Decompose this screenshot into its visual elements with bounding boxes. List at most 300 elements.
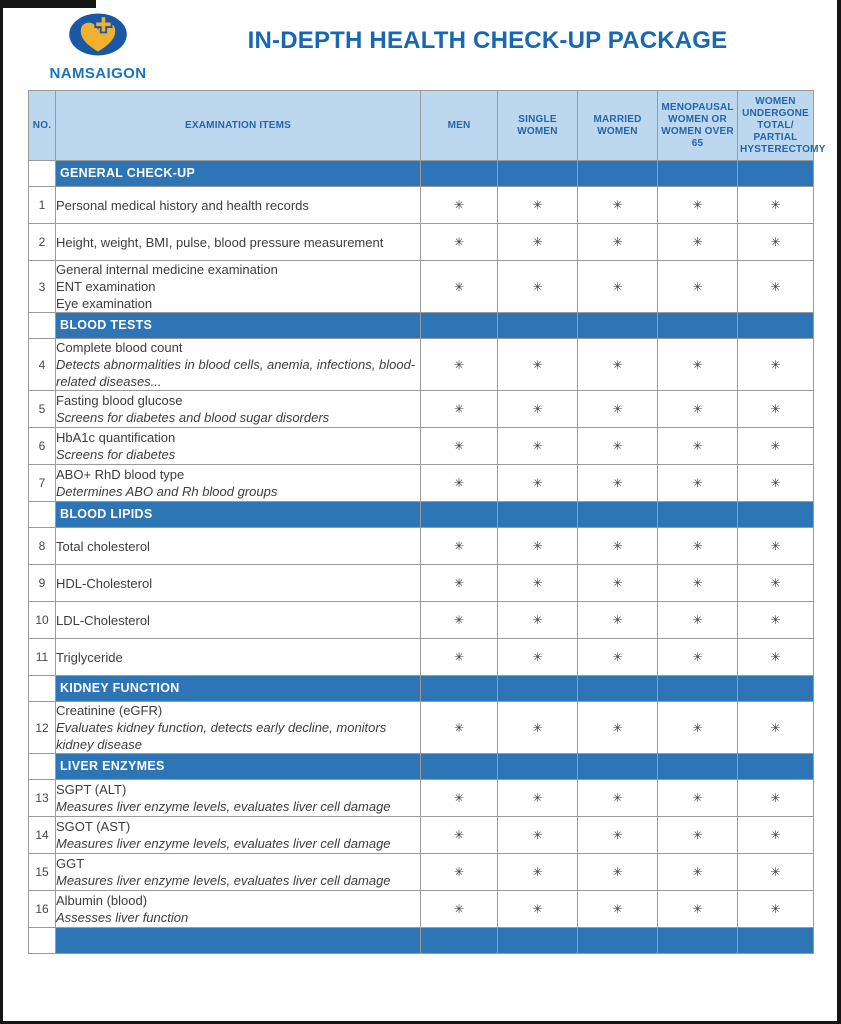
included-asterisk-icon: ✳ — [612, 828, 623, 842]
mark-cell — [578, 639, 658, 676]
item-title-line: ENT examination — [56, 279, 156, 294]
mark-cell — [658, 817, 738, 854]
examination-item — [56, 891, 421, 928]
column-header-married-women: MARRIED WOMEN — [578, 91, 658, 161]
section-cell — [578, 313, 658, 339]
section-cell — [56, 676, 421, 702]
mark-cell — [421, 261, 498, 313]
section-no-cell — [29, 313, 56, 339]
mark-cell — [578, 428, 658, 465]
item-title-line: HDL-Cholesterol — [56, 575, 153, 591]
item-row — [29, 187, 814, 224]
included-asterisk-icon: ✳ — [612, 539, 623, 553]
section-cell — [578, 754, 658, 780]
included-asterisk-icon: ✳ — [453, 791, 465, 805]
included-asterisk-icon: ✳ — [453, 613, 465, 627]
section-row — [29, 676, 814, 702]
section-cell — [658, 161, 738, 187]
mark-cell — [738, 565, 814, 602]
included-asterisk-icon: ✳ — [692, 235, 703, 249]
mark-cell — [498, 528, 578, 565]
item-description: Detects abnormalities in blood cells, anemia, infections, blood-related diseases... — [56, 357, 416, 389]
mark-cell — [658, 565, 738, 602]
section-cell — [421, 502, 498, 528]
mark-cell — [738, 639, 814, 676]
mark-cell — [738, 224, 814, 261]
item-title-line: LDL-Cholesterol — [56, 612, 150, 628]
included-asterisk-icon: ✳ — [612, 439, 623, 453]
mark-cell — [421, 428, 498, 465]
mark-cell — [578, 391, 658, 428]
included-asterisk-icon: ✳ — [770, 865, 781, 879]
item-row — [29, 391, 814, 428]
row-number: 15 — [29, 854, 56, 891]
mark-cell — [658, 224, 738, 261]
included-asterisk-icon: ✳ — [453, 439, 465, 453]
section-cell — [498, 161, 578, 187]
section-cell — [421, 928, 498, 954]
included-asterisk-icon: ✳ — [453, 902, 465, 916]
section-cell — [56, 502, 421, 528]
included-asterisk-icon: ✳ — [692, 613, 703, 627]
included-asterisk-icon: ✳ — [453, 539, 465, 553]
included-asterisk-icon: ✳ — [692, 865, 703, 879]
mark-cell — [421, 854, 498, 891]
examination-item — [56, 428, 421, 465]
mark-cell — [578, 261, 658, 313]
item-title-line: GGT — [56, 856, 85, 871]
brand-name: NAMSAIGON — [49, 65, 147, 82]
examination-item — [56, 261, 421, 313]
included-asterisk-icon: ✳ — [532, 279, 543, 294]
examination-item — [56, 602, 421, 639]
mark-cell — [738, 187, 814, 224]
examination-item — [56, 854, 421, 891]
included-asterisk-icon: ✳ — [612, 476, 623, 490]
mark-cell — [421, 339, 498, 391]
mark-cell — [498, 602, 578, 639]
section-label: LIVER ENZYMES — [60, 759, 165, 773]
mark-cell — [578, 702, 658, 754]
included-asterisk-icon: ✳ — [692, 720, 703, 735]
mark-cell — [738, 339, 814, 391]
mark-cell — [658, 261, 738, 313]
mark-cell — [738, 602, 814, 639]
item-description: Screens for diabetes and blood sugar disorders — [56, 410, 330, 425]
item-title-line: ABO+ RhD blood type — [56, 467, 185, 482]
section-cell — [738, 502, 814, 528]
mark-cell — [498, 261, 578, 313]
examination-item — [56, 528, 421, 565]
included-asterisk-icon: ✳ — [532, 650, 543, 664]
section-cell — [578, 161, 658, 187]
mark-cell — [498, 780, 578, 817]
table-body — [29, 161, 814, 954]
included-asterisk-icon: ✳ — [532, 720, 543, 735]
included-asterisk-icon: ✳ — [770, 357, 781, 372]
included-asterisk-icon: ✳ — [692, 439, 703, 453]
section-cell — [421, 313, 498, 339]
mark-cell — [578, 465, 658, 502]
included-asterisk-icon: ✳ — [770, 613, 781, 627]
mark-cell — [658, 854, 738, 891]
row-number: 10 — [29, 602, 56, 639]
item-row — [29, 261, 814, 313]
included-asterisk-icon: ✳ — [453, 279, 465, 294]
included-asterisk-icon: ✳ — [612, 198, 623, 212]
heart-cross-logo-icon — [59, 8, 137, 64]
section-cell — [658, 928, 738, 954]
item-row — [29, 565, 814, 602]
mark-cell — [498, 565, 578, 602]
included-asterisk-icon: ✳ — [770, 476, 781, 490]
item-title-line: Complete blood count — [56, 340, 183, 355]
scan-edge-topleft — [0, 0, 96, 8]
mark-cell — [421, 187, 498, 224]
included-asterisk-icon: ✳ — [770, 402, 781, 416]
section-cell — [498, 676, 578, 702]
included-asterisk-icon: ✳ — [770, 539, 781, 553]
mark-cell — [578, 224, 658, 261]
column-header-menopausal: MENOPAUSAL WOMEN OR WOMEN OVER 65 — [658, 91, 738, 161]
mark-cell — [421, 817, 498, 854]
section-label: BLOOD TESTS — [60, 318, 153, 332]
section-cell — [738, 754, 814, 780]
row-number: 9 — [29, 565, 56, 602]
section-no-cell — [29, 928, 56, 954]
row-number: 16 — [29, 891, 56, 928]
included-asterisk-icon: ✳ — [770, 720, 781, 735]
section-cell — [498, 313, 578, 339]
mark-cell — [658, 639, 738, 676]
mark-cell — [578, 891, 658, 928]
section-no-cell — [29, 754, 56, 780]
row-number: 8 — [29, 528, 56, 565]
section-row — [29, 313, 814, 339]
included-asterisk-icon: ✳ — [692, 476, 703, 490]
included-asterisk-icon: ✳ — [453, 235, 465, 249]
examination-item — [56, 339, 421, 391]
mark-cell — [738, 428, 814, 465]
included-asterisk-icon: ✳ — [692, 357, 703, 372]
included-asterisk-icon: ✳ — [770, 791, 781, 805]
included-asterisk-icon: ✳ — [612, 613, 623, 627]
mark-cell — [578, 528, 658, 565]
column-header-no: NO. — [29, 91, 56, 161]
item-row — [29, 854, 814, 891]
row-number: 14 — [29, 817, 56, 854]
section-cell — [421, 676, 498, 702]
included-asterisk-icon: ✳ — [692, 539, 703, 553]
mark-cell — [421, 465, 498, 502]
included-asterisk-icon: ✳ — [770, 279, 781, 294]
hospital-logo — [44, 8, 152, 82]
included-asterisk-icon: ✳ — [532, 865, 543, 879]
mark-cell — [738, 528, 814, 565]
mark-cell — [421, 528, 498, 565]
included-asterisk-icon: ✳ — [770, 576, 781, 590]
mark-cell — [738, 391, 814, 428]
item-title-line: General internal medicine examination — [56, 262, 278, 277]
section-cell — [658, 502, 738, 528]
mark-cell — [658, 891, 738, 928]
section-cell — [56, 161, 421, 187]
mark-cell — [578, 187, 658, 224]
row-number: 13 — [29, 780, 56, 817]
column-header-single-women: SINGLE WOMEN — [498, 91, 578, 161]
mark-cell — [658, 391, 738, 428]
checkup-table — [28, 90, 826, 954]
mark-cell — [498, 817, 578, 854]
page-title: IN-DEPTH HEALTH CHECK-UP PACKAGE — [247, 27, 728, 54]
included-asterisk-icon: ✳ — [612, 279, 623, 294]
item-title-line: Personal medical history and health records — [56, 197, 309, 213]
included-asterisk-icon: ✳ — [692, 902, 703, 916]
examination-item — [56, 465, 421, 502]
section-cell — [498, 502, 578, 528]
mark-cell — [738, 261, 814, 313]
section-cell — [738, 676, 814, 702]
item-title-line: SGPT (ALT) — [56, 782, 127, 797]
mark-cell — [498, 891, 578, 928]
included-asterisk-icon: ✳ — [453, 476, 465, 490]
included-asterisk-icon: ✳ — [532, 613, 543, 627]
mark-cell — [658, 339, 738, 391]
item-row — [29, 224, 814, 261]
item-description: Measures liver enzyme levels, evaluates liver cell damage — [56, 836, 391, 851]
section-cell — [658, 313, 738, 339]
section-row — [29, 161, 814, 187]
mark-cell — [738, 465, 814, 502]
section-row — [29, 928, 814, 954]
item-title-line: Total cholesterol — [56, 538, 150, 554]
mark-cell — [421, 639, 498, 676]
mark-cell — [658, 465, 738, 502]
included-asterisk-icon: ✳ — [532, 576, 543, 590]
item-title-line: Eye examination — [56, 296, 153, 311]
included-asterisk-icon: ✳ — [612, 902, 623, 916]
included-asterisk-icon: ✳ — [612, 235, 623, 249]
included-asterisk-icon: ✳ — [453, 720, 465, 735]
included-asterisk-icon: ✳ — [612, 720, 623, 735]
item-row — [29, 891, 814, 928]
item-row — [29, 428, 814, 465]
mark-cell — [658, 428, 738, 465]
included-asterisk-icon: ✳ — [692, 576, 703, 590]
section-cell — [56, 754, 421, 780]
item-row — [29, 465, 814, 502]
mark-cell — [421, 780, 498, 817]
item-title-line: Triglyceride — [56, 649, 123, 665]
mark-cell — [421, 224, 498, 261]
included-asterisk-icon: ✳ — [453, 828, 465, 842]
item-description: Evaluates kidney function, detects early decline, monitors kidney disease — [56, 720, 387, 752]
included-asterisk-icon: ✳ — [770, 198, 781, 212]
included-asterisk-icon: ✳ — [532, 828, 543, 842]
included-asterisk-icon: ✳ — [612, 865, 623, 879]
section-no-cell — [29, 502, 56, 528]
examination-item — [56, 391, 421, 428]
item-description: Measures liver enzyme levels, evaluates liver cell damage — [56, 873, 391, 888]
included-asterisk-icon: ✳ — [770, 828, 781, 842]
examination-item — [56, 780, 421, 817]
included-asterisk-icon: ✳ — [532, 402, 543, 416]
section-row — [29, 502, 814, 528]
table-header — [29, 91, 826, 161]
included-asterisk-icon: ✳ — [692, 650, 703, 664]
included-asterisk-icon: ✳ — [692, 279, 703, 294]
mark-cell — [738, 854, 814, 891]
mark-cell — [658, 602, 738, 639]
examination-item — [56, 639, 421, 676]
included-asterisk-icon: ✳ — [532, 539, 543, 553]
examination-item — [56, 817, 421, 854]
column-header-hysterectomy: WOMEN UNDERGONE TOTAL/ PARTIAL HYSTERECTOMY — [738, 91, 814, 161]
mark-cell — [578, 339, 658, 391]
mark-cell — [658, 528, 738, 565]
examination-item — [56, 224, 421, 261]
mark-cell — [421, 891, 498, 928]
section-cell — [738, 313, 814, 339]
item-row — [29, 339, 814, 391]
mark-cell — [498, 224, 578, 261]
item-row — [29, 780, 814, 817]
row-number: 7 — [29, 465, 56, 502]
included-asterisk-icon: ✳ — [453, 198, 465, 212]
mark-cell — [658, 187, 738, 224]
row-number: 12 — [29, 702, 56, 754]
item-description: Determines ABO and Rh blood groups — [56, 484, 278, 499]
mark-cell — [738, 702, 814, 754]
section-label: BLOOD LIPIDS — [60, 507, 153, 521]
row-number: 3 — [29, 261, 56, 313]
included-asterisk-icon: ✳ — [612, 791, 623, 805]
included-asterisk-icon: ✳ — [532, 198, 543, 212]
mark-cell — [738, 891, 814, 928]
item-title-line: HbA1c quantification — [56, 430, 176, 445]
item-row — [29, 702, 814, 754]
included-asterisk-icon: ✳ — [612, 576, 623, 590]
section-cell — [658, 754, 738, 780]
section-no-cell — [29, 161, 56, 187]
scan-edge-right — [837, 0, 841, 1024]
included-asterisk-icon: ✳ — [612, 357, 623, 372]
mark-cell — [498, 391, 578, 428]
included-asterisk-icon: ✳ — [453, 357, 465, 372]
item-row — [29, 639, 814, 676]
included-asterisk-icon: ✳ — [532, 476, 543, 490]
included-asterisk-icon: ✳ — [532, 357, 543, 372]
item-title-line: Fasting blood glucose — [56, 393, 183, 408]
mark-cell — [578, 602, 658, 639]
included-asterisk-icon: ✳ — [532, 902, 543, 916]
section-cell — [578, 676, 658, 702]
examination-item — [56, 702, 421, 754]
item-description: Measures liver enzyme levels, evaluates liver cell damage — [56, 799, 391, 814]
row-number: 4 — [29, 339, 56, 391]
row-number: 2 — [29, 224, 56, 261]
mark-cell — [738, 817, 814, 854]
mark-cell — [738, 780, 814, 817]
section-cell — [578, 502, 658, 528]
section-cell — [498, 754, 578, 780]
included-asterisk-icon: ✳ — [692, 402, 703, 416]
mark-cell — [498, 428, 578, 465]
included-asterisk-icon: ✳ — [692, 791, 703, 805]
mark-cell — [498, 465, 578, 502]
included-asterisk-icon: ✳ — [770, 902, 781, 916]
section-cell — [421, 754, 498, 780]
included-asterisk-icon: ✳ — [532, 791, 543, 805]
mark-cell — [421, 702, 498, 754]
mark-cell — [578, 565, 658, 602]
section-cell — [498, 928, 578, 954]
section-cell — [421, 161, 498, 187]
section-label: KIDNEY FUNCTION — [60, 681, 180, 695]
mark-cell — [498, 854, 578, 891]
section-cell — [56, 313, 421, 339]
included-asterisk-icon: ✳ — [453, 576, 465, 590]
mark-cell — [421, 391, 498, 428]
item-row — [29, 528, 814, 565]
item-description: Screens for diabetes — [56, 447, 176, 462]
mark-cell — [658, 702, 738, 754]
mark-cell — [498, 702, 578, 754]
included-asterisk-icon: ✳ — [692, 828, 703, 842]
section-cell — [56, 928, 421, 954]
row-number: 1 — [29, 187, 56, 224]
page-header — [0, 0, 841, 90]
section-cell — [658, 676, 738, 702]
section-cell — [578, 928, 658, 954]
examination-item — [56, 187, 421, 224]
included-asterisk-icon: ✳ — [532, 439, 543, 453]
item-description: Assesses liver function — [56, 910, 189, 925]
item-title-line: Albumin (blood) — [56, 893, 148, 908]
included-asterisk-icon: ✳ — [692, 198, 703, 212]
included-asterisk-icon: ✳ — [612, 402, 623, 416]
included-asterisk-icon: ✳ — [453, 865, 465, 879]
examination-item — [56, 565, 421, 602]
section-cell — [738, 161, 814, 187]
column-header-items: EXAMINATION ITEMS — [56, 91, 421, 161]
included-asterisk-icon: ✳ — [770, 235, 781, 249]
included-asterisk-icon: ✳ — [532, 235, 543, 249]
mark-cell — [498, 187, 578, 224]
section-row — [29, 754, 814, 780]
included-asterisk-icon: ✳ — [453, 402, 465, 416]
mark-cell — [498, 339, 578, 391]
mark-cell — [421, 565, 498, 602]
item-row — [29, 602, 814, 639]
mark-cell — [658, 780, 738, 817]
mark-cell — [578, 780, 658, 817]
item-title-line: Height, weight, BMI, pulse, blood pressure measurement — [56, 234, 384, 250]
section-label: GENERAL CHECK-UP — [60, 166, 196, 180]
mark-cell — [578, 817, 658, 854]
item-title-line: SGOT (AST) — [56, 819, 131, 834]
column-header-men: MEN — [421, 91, 498, 161]
included-asterisk-icon: ✳ — [612, 650, 623, 664]
row-number: 5 — [29, 391, 56, 428]
row-number: 11 — [29, 639, 56, 676]
section-no-cell — [29, 676, 56, 702]
scan-edge-left — [0, 0, 3, 1024]
header-row — [29, 91, 814, 161]
included-asterisk-icon: ✳ — [770, 439, 781, 453]
mark-cell — [498, 639, 578, 676]
item-title-line: Creatinine (eGFR) — [56, 703, 163, 718]
